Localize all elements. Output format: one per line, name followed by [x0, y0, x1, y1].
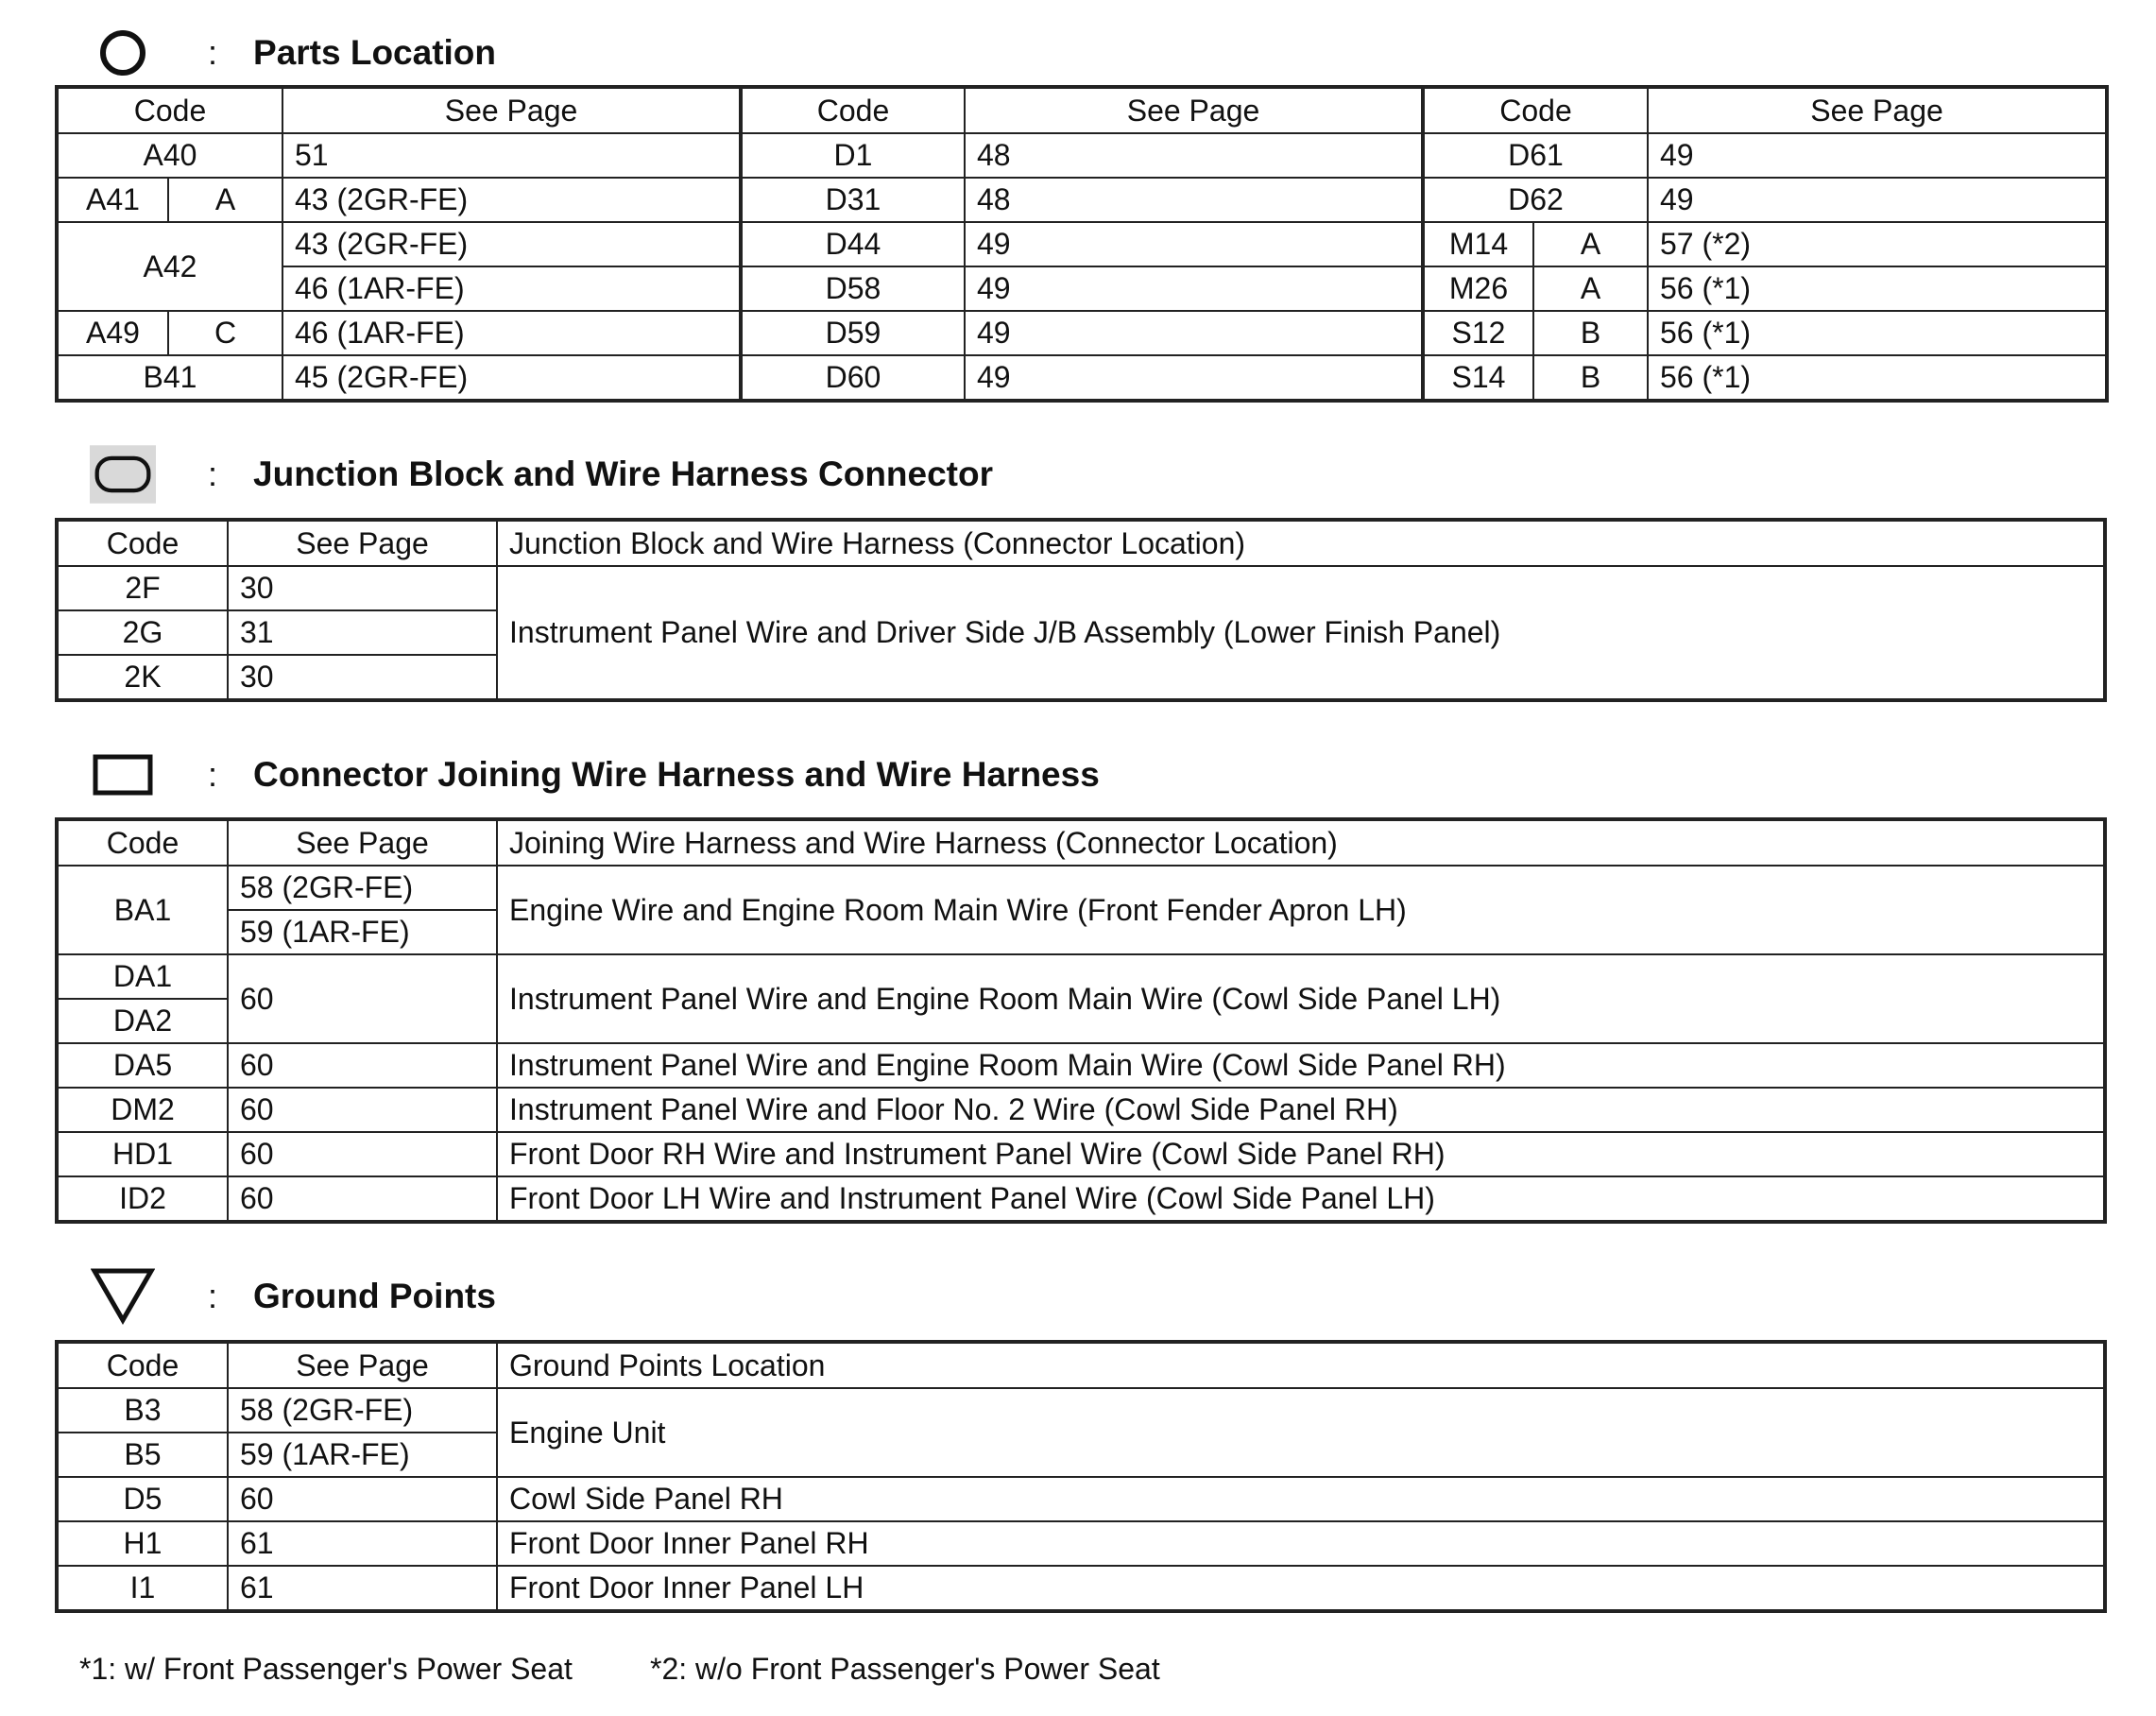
header-see-page: See Page — [282, 88, 741, 133]
code-cell: B3 — [58, 1388, 228, 1433]
table-row — [58, 1477, 2104, 1521]
table-row — [58, 133, 2106, 178]
code-cell: D59 — [741, 311, 965, 355]
section-title: Junction Block and Wire Harness Connector — [253, 455, 993, 493]
section-title: Connector Joining Wire Harness and Wire Harness — [253, 755, 1100, 794]
page-cell: 49 — [1648, 133, 2106, 178]
code-cell: DA2 — [58, 999, 228, 1043]
ground-points-table — [57, 1342, 2105, 1611]
header-see-page: See Page — [228, 1343, 497, 1388]
code-cell: DA5 — [58, 1043, 228, 1088]
sub-code-cell: B — [1533, 355, 1648, 400]
footnote-1: *1: w/ Front Passenger's Power Seat — [79, 1652, 573, 1686]
code-cell: A40 — [58, 133, 282, 178]
sub-code-cell: A — [168, 178, 282, 222]
table-row — [58, 1176, 2104, 1221]
header-see-page: See Page — [228, 521, 497, 566]
location-cell: Instrument Panel Wire and Floor No. 2 Wire (Cowl Side Panel RH) — [497, 1088, 2104, 1132]
table-row — [58, 222, 2106, 266]
location-cell: Engine Unit — [497, 1388, 2104, 1477]
header-see-page: See Page — [965, 88, 1423, 133]
location-cell: Instrument Panel Wire and Engine Room Main Wire (Cowl Side Panel LH) — [497, 954, 2104, 1043]
page-cell: 59 (1AR-FE) — [228, 1433, 497, 1477]
parts-location-table — [57, 87, 2107, 401]
code-cell: B41 — [58, 355, 282, 400]
code-cell: D58 — [741, 266, 965, 311]
page-cell: 49 — [965, 311, 1423, 355]
code-cell: D31 — [741, 178, 965, 222]
code-cell: A42 — [58, 222, 282, 311]
page-cell: 49 — [965, 222, 1423, 266]
location-cell: Front Door LH Wire and Instrument Panel Wire (Cowl Side Panel LH) — [497, 1176, 2104, 1221]
table-row — [58, 866, 2104, 910]
location-cell: Instrument Panel Wire and Driver Side J/B Assembly (Lower Finish Panel) — [497, 566, 2104, 699]
page-cell: 59 (1AR-FE) — [228, 910, 497, 954]
table-row — [58, 178, 2106, 222]
location-cell: Engine Wire and Engine Room Main Wire (Front Fender Apron LH) — [497, 866, 2104, 954]
code-cell: S14 — [1423, 355, 1533, 400]
page-cell: 45 (2GR-FE) — [282, 355, 741, 400]
rounded-rect-icon — [90, 446, 156, 503]
code-cell: D62 — [1423, 178, 1648, 222]
triangle-down-icon — [90, 1268, 156, 1325]
code-cell: D1 — [741, 133, 965, 178]
code-cell: 2G — [58, 610, 228, 655]
page-cell: 56 (*1) — [1648, 266, 2106, 311]
page-cell: 49 — [1648, 178, 2106, 222]
header-see-page: See Page — [228, 820, 497, 866]
page-cell: 58 (2GR-FE) — [228, 1388, 497, 1433]
heading-colon: : — [208, 455, 218, 493]
page-cell: 60 — [228, 1176, 497, 1221]
header-code: Code — [58, 820, 228, 866]
table-row — [58, 1132, 2104, 1176]
section-title: Parts Location — [253, 33, 497, 72]
table-row — [58, 1521, 2104, 1566]
table-row — [58, 1088, 2104, 1132]
page-cell: 49 — [965, 266, 1423, 311]
sub-code-cell: B — [1533, 311, 1648, 355]
code-cell: M14 — [1423, 222, 1533, 266]
code-cell: A41 — [58, 178, 168, 222]
connector-joining-table — [57, 819, 2105, 1222]
header-location: Junction Block and Wire Harness (Connector Location) — [497, 521, 2104, 566]
page-cell: 51 — [282, 133, 741, 178]
code-cell: B5 — [58, 1433, 228, 1477]
page-cell: 46 (1AR-FE) — [282, 311, 741, 355]
page-cell: 31 — [228, 610, 497, 655]
page-cell: 60 — [228, 954, 497, 1043]
code-cell: D44 — [741, 222, 965, 266]
heading-colon: : — [208, 33, 218, 72]
table-row — [58, 1388, 2104, 1433]
code-cell: BA1 — [58, 866, 228, 954]
page-cell: 61 — [228, 1566, 497, 1610]
footnote-2: *2: w/o Front Passenger's Power Seat — [650, 1652, 1160, 1686]
page-cell: 56 (*1) — [1648, 311, 2106, 355]
code-cell: HD1 — [58, 1132, 228, 1176]
ground-points-heading — [90, 1266, 496, 1327]
page-cell: 48 — [965, 133, 1423, 178]
code-cell: A49 — [58, 311, 168, 355]
code-cell: DM2 — [58, 1088, 228, 1132]
header-code: Code — [58, 521, 228, 566]
parts-location-heading — [90, 23, 496, 83]
header-code: Code — [58, 88, 282, 133]
header-see-page: See Page — [1648, 88, 2106, 133]
table-row — [58, 1043, 2104, 1088]
header-code: Code — [1423, 88, 1648, 133]
sub-code-cell: A — [1533, 222, 1648, 266]
table-row — [58, 311, 2106, 355]
section-title: Ground Points — [253, 1277, 496, 1315]
page-cell: 56 (*1) — [1648, 355, 2106, 400]
page-cell: 48 — [965, 178, 1423, 222]
code-cell: 2F — [58, 566, 228, 610]
table-row — [58, 954, 2104, 999]
table-row — [58, 566, 2104, 610]
page-cell: 30 — [228, 655, 497, 699]
location-cell: Instrument Panel Wire and Engine Room Main Wire (Cowl Side Panel RH) — [497, 1043, 2104, 1088]
code-cell: D5 — [58, 1477, 228, 1521]
page-cell: 30 — [228, 566, 497, 610]
sub-code-cell: A — [1533, 266, 1648, 311]
header-code: Code — [741, 88, 965, 133]
connector-joining-heading — [90, 745, 1100, 805]
code-cell: H1 — [58, 1521, 228, 1566]
circle-icon — [90, 25, 156, 81]
code-cell: DA1 — [58, 954, 228, 999]
code-cell: S12 — [1423, 311, 1533, 355]
page-cell: 60 — [228, 1088, 497, 1132]
page-cell: 60 — [228, 1477, 497, 1521]
page-cell: 46 (1AR-FE) — [282, 266, 741, 311]
heading-colon: : — [208, 1277, 218, 1315]
page-cell: 60 — [228, 1043, 497, 1088]
header-code: Code — [58, 1343, 228, 1388]
page-cell: 43 (2GR-FE) — [282, 222, 741, 266]
page-cell: 58 (2GR-FE) — [228, 866, 497, 910]
header-location: Joining Wire Harness and Wire Harness (Connector Location) — [497, 820, 2104, 866]
code-cell: D60 — [741, 355, 965, 400]
heading-colon: : — [208, 755, 218, 794]
code-cell: M26 — [1423, 266, 1533, 311]
rectangle-icon — [90, 746, 156, 803]
sub-code-cell: C — [168, 311, 282, 355]
header-location: Ground Points Location — [497, 1343, 2104, 1388]
page-cell: 49 — [965, 355, 1423, 400]
page-cell: 60 — [228, 1132, 497, 1176]
page-cell: 61 — [228, 1521, 497, 1566]
code-cell: D61 — [1423, 133, 1648, 178]
junction-block-heading — [90, 444, 993, 505]
location-cell: Front Door Inner Panel LH — [497, 1566, 2104, 1610]
table-row — [58, 355, 2106, 400]
page-cell: 43 (2GR-FE) — [282, 178, 741, 222]
code-cell: 2K — [58, 655, 228, 699]
table-row — [58, 1566, 2104, 1610]
junction-block-table — [57, 520, 2105, 700]
page-cell: 57 (*2) — [1648, 222, 2106, 266]
code-cell: ID2 — [58, 1176, 228, 1221]
table-row — [58, 266, 2106, 311]
location-cell: Front Door Inner Panel RH — [497, 1521, 2104, 1566]
location-cell: Front Door RH Wire and Instrument Panel Wire (Cowl Side Panel RH) — [497, 1132, 2104, 1176]
code-cell: I1 — [58, 1566, 228, 1610]
location-cell: Cowl Side Panel RH — [497, 1477, 2104, 1521]
